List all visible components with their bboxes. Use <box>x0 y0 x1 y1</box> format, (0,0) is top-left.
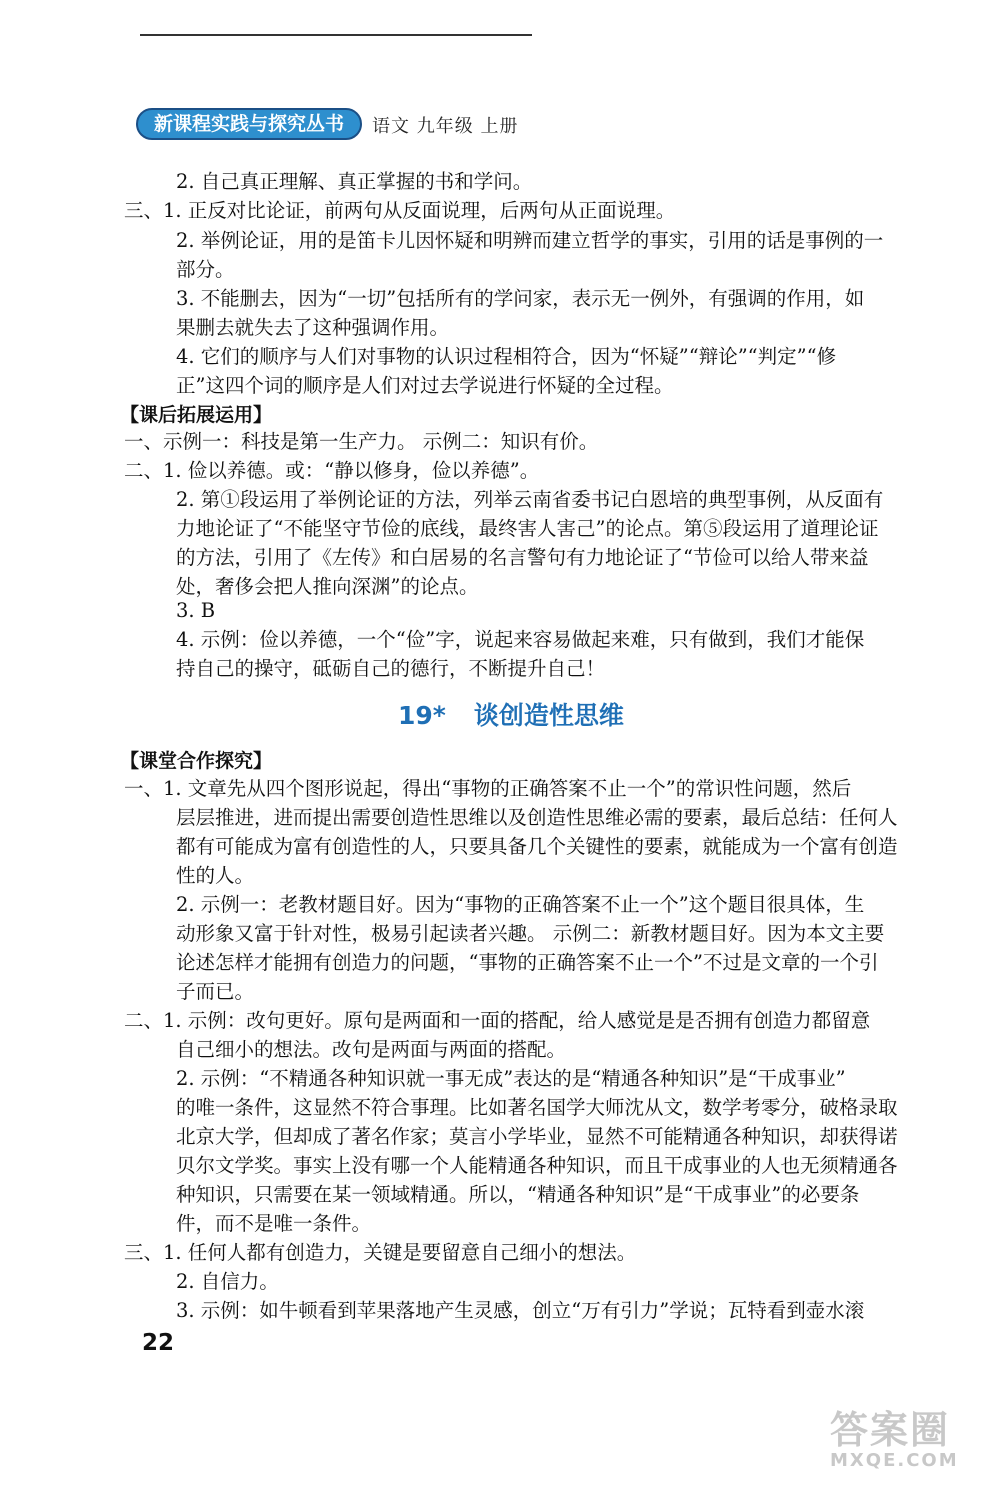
answer-line: 2. 自信力。 <box>176 1270 279 1293</box>
answer-line: 子而已。 <box>176 980 255 1003</box>
book-info: 语文 九年级 上册 <box>372 116 519 137</box>
answer-line: 处，奢侈会把人推向深渊”的论点。 <box>176 575 479 598</box>
answer-line: 正”这四个词的顺序是人们对过去学说进行怀疑的全过程。 <box>176 374 674 397</box>
header-rule <box>140 34 532 36</box>
answer-line: 种知识，只需要在某一领域精通。所以，“精通各种知识”是“干成事业”的必要条 <box>176 1183 860 1206</box>
running-header <box>136 108 528 142</box>
answer-line: 自己细小的想法。改句是两面与两面的搭配。 <box>176 1038 567 1061</box>
answer-line: 二、1. 示例：改句更好。原句是两面和一面的搭配，给人感觉是是否拥有创造力都留意 <box>124 1009 871 1032</box>
answer-line: 件，而不是唯一条件。 <box>176 1212 372 1235</box>
answer-line: 2. 第①段运用了举例论证的方法，列举云南省委书记白恩培的典型事例，从反面有 <box>176 488 884 511</box>
answer-line: 果删去就失去了这种强调作用。 <box>176 316 450 339</box>
lesson-number: 19* <box>398 701 446 730</box>
answer-line: 4. 示例：俭以养德，一个“俭”字，说起来容易做起来难，只有做到，我们才能保 <box>176 628 865 651</box>
answer-line: 3. B <box>176 599 216 622</box>
answer-line: 贝尔文学奖。事实上没有哪一个人能精通各种知识，而且干成事业的人也无须精通各 <box>176 1154 898 1177</box>
answer-line: 动形象又富于针对性，极易引起读者兴趣。 示例二：新教材题目好。因为本文主要 <box>176 922 885 945</box>
answer-line: 三、1. 任何人都有创造力，关键是要留意自己细小的想法。 <box>124 1241 637 1264</box>
watermark-site: MXQE.COM <box>830 1450 959 1471</box>
watermark-logo-text: 答案圈 <box>830 1408 951 1452</box>
answer-line: 三、1. 正反对比论证，前两句从反面说理，后两句从正面说理。 <box>124 199 676 222</box>
answer-line: 的方法，引用了《左传》和白居易的名言警句有力地论证了“节俭可以给人带来益 <box>176 546 869 569</box>
answer-line: 2. 自己真正理解、真正掌握的书和学问。 <box>176 170 533 193</box>
answer-line: 一、1. 文章先从四个图形说起，得出“事物的正确答案不止一个”的常识性问题，然后 <box>124 777 852 800</box>
answer-line: 北京大学，但却成了著名作家；莫言小学毕业，显然不可能精通各种知识，却获得诺 <box>176 1125 898 1148</box>
answer-line: 层层推进，进而提出需要创造性思维以及创造性思维必需的要素，最后总结：任何人 <box>176 806 898 829</box>
answer-line: 性的人。 <box>176 864 255 887</box>
answer-line: 3. 示例：如牛顿看到苹果落地产生灵感，创立“万有引力”学说；瓦特看到壶水滚 <box>176 1299 865 1322</box>
lesson-name: 谈创造性思维 <box>473 701 624 730</box>
answer-line: 一、示例一：科技是第一生产力。 示例二：知识有价。 <box>124 430 599 453</box>
lesson-title <box>398 696 624 732</box>
answer-line: 持自己的操守，砥砺自己的德行，不断提升自己！ <box>176 657 606 680</box>
answer-line: 二、1. 俭以养德。或：“静以修身，俭以养德”。 <box>124 459 540 482</box>
answer-line: 2. 示例：“不精通各种知识就一事无成”表达的是“精通各种知识”是“干成事业” <box>176 1067 846 1090</box>
watermark <box>830 1410 980 1480</box>
answer-line: 力地论证了“不能坚守节俭的底线，最终害人害己”的论点。第⑤段运用了道理论证 <box>176 517 879 540</box>
page-number: 22 <box>142 1330 175 1356</box>
answer-line: 的唯一条件，这显然不符合事理。比如著名国学大师沈从文，数学考零分，破格录取 <box>176 1096 898 1119</box>
answer-line: 部分。 <box>176 258 235 281</box>
section-heading-classroom: 【课堂合作探究】 <box>120 750 273 772</box>
answer-line: 3. 不能删去，因为“一切”包括所有的学问家，表示无一例外，有强调的作用，如 <box>176 287 865 310</box>
answer-line: 论述怎样才能拥有创造力的问题，“事物的正确答案不止一个”不过是文章的一个引 <box>176 951 879 974</box>
series-badge: 新课程实践与探究丛书 <box>136 108 362 140</box>
section-heading-extension: 【课后拓展运用】 <box>120 404 273 426</box>
answer-line: 2. 示例一：老教材题目好。因为“事物的正确答案不止一个”这个题目很具体，生 <box>176 893 865 916</box>
answer-line: 2. 举例论证，用的是笛卡儿因怀疑和明辨而建立哲学的事实，引用的话是事例的一 <box>176 229 884 252</box>
answer-line: 都有可能成为富有创造性的人，只要具备几个关键性的要素，就能成为一个富有创造 <box>176 835 898 858</box>
answer-line: 4. 它们的顺序与人们对事物的认识过程相符合，因为“怀疑”“辩论”“判定”“修 <box>176 345 837 368</box>
